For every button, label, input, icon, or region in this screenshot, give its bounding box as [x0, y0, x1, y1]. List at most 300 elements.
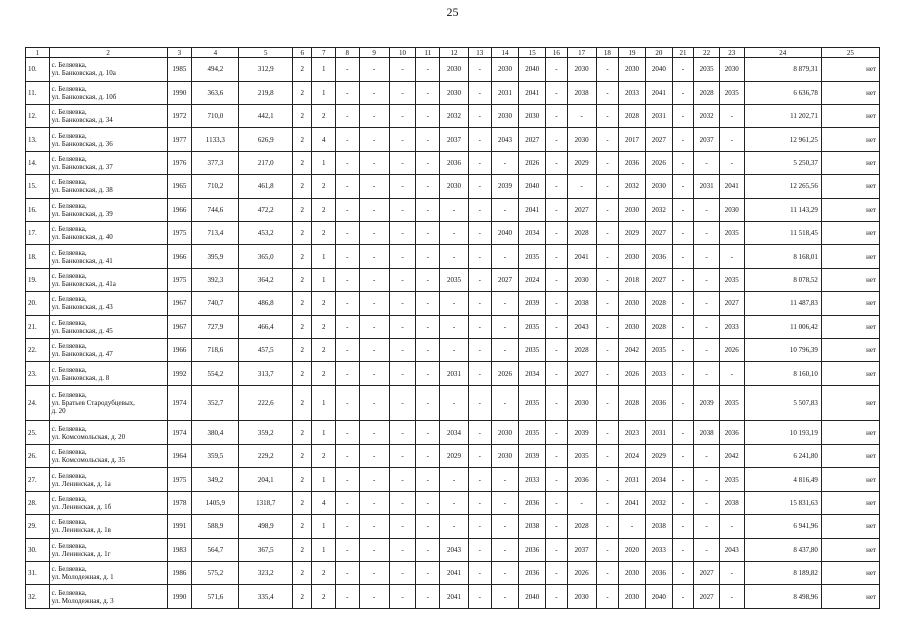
- table-cell: 2028: [645, 292, 672, 315]
- table-cell: 2027: [719, 292, 744, 315]
- table-cell: 2030: [491, 444, 519, 467]
- table-cell: 1967: [167, 315, 192, 338]
- column-header: 5: [239, 48, 293, 58]
- address-line: с. Беляевка,: [51, 318, 87, 327]
- table-cell: -: [546, 268, 567, 291]
- table-cell: 2: [312, 561, 336, 584]
- table-cell: -: [359, 245, 389, 268]
- table-cell: -: [359, 128, 389, 151]
- address-cell: [49, 175, 167, 198]
- table-cell: -: [359, 222, 389, 245]
- table-cell: 377,3: [192, 151, 239, 174]
- table-cell: 710,0: [192, 104, 239, 127]
- table-cell: 2043: [719, 538, 744, 561]
- table-cell: 2030: [619, 198, 646, 221]
- table-cell: 2041: [719, 175, 744, 198]
- table-cell: 364,2: [239, 268, 293, 291]
- table-cell: -: [359, 491, 389, 514]
- table-cell: 11 487,83: [744, 292, 821, 315]
- address-line: с. Беляевка,: [51, 201, 87, 210]
- table-cell: -: [359, 515, 389, 538]
- table-row: [26, 515, 880, 538]
- table-cell: -: [672, 128, 693, 151]
- table-cell: -: [468, 292, 491, 315]
- column-header: 11: [416, 48, 440, 58]
- table-cell: -: [596, 292, 619, 315]
- table-cell: 457,5: [239, 339, 293, 362]
- table-cell: 10 796,39: [744, 339, 821, 362]
- table-cell: 2038: [645, 515, 672, 538]
- table-cell: -: [416, 561, 440, 584]
- table-cell: -: [567, 491, 596, 514]
- table-cell: 2: [293, 104, 312, 127]
- table-cell: 1974: [167, 421, 192, 444]
- table-cell: 2041: [645, 81, 672, 104]
- table-cell: 713,4: [192, 222, 239, 245]
- table-cell: -: [389, 292, 416, 315]
- table-cell: 2037: [567, 538, 596, 561]
- table-cell: 2036: [719, 421, 744, 444]
- table-cell: -: [440, 315, 469, 338]
- table-cell: -: [336, 292, 360, 315]
- table-cell: 2035: [519, 245, 546, 268]
- table-row: [26, 198, 880, 221]
- table-cell: -: [719, 561, 744, 584]
- table-cell: 365,0: [239, 245, 293, 268]
- table-cell: 2036: [519, 538, 546, 561]
- address-cell: [49, 468, 167, 491]
- address-line: с. Беляевка,: [51, 391, 87, 400]
- table-cell: -: [694, 315, 720, 338]
- table-cell: -: [468, 128, 491, 151]
- row-number: 31.: [26, 561, 50, 584]
- capital-repair-table: [25, 47, 880, 609]
- table-cell: 2040: [519, 175, 546, 198]
- table-cell: -: [336, 421, 360, 444]
- table-cell: 2020: [619, 538, 646, 561]
- table-cell: 2036: [567, 468, 596, 491]
- table-cell: 2040: [645, 58, 672, 81]
- table-cell: 1986: [167, 561, 192, 584]
- table-cell: -: [359, 468, 389, 491]
- table-cell: -: [491, 491, 519, 514]
- table-cell: 2040: [519, 58, 546, 81]
- address-cell: [49, 444, 167, 467]
- table-cell: 2043: [440, 538, 469, 561]
- table-cell: 2035: [719, 468, 744, 491]
- table-cell: 359,2: [239, 421, 293, 444]
- table-cell: -: [336, 444, 360, 467]
- table-cell: 367,5: [239, 538, 293, 561]
- table-cell: 2035: [440, 268, 469, 291]
- table-cell: 2035: [645, 339, 672, 362]
- table-cell: -: [619, 515, 646, 538]
- table-cell: -: [416, 151, 440, 174]
- table-row: [26, 268, 880, 291]
- address-line: ул. Банковская, д. 36: [51, 139, 113, 148]
- table-row: [26, 104, 880, 127]
- column-header: 18: [596, 48, 619, 58]
- table-cell: нет: [821, 151, 879, 174]
- table-cell: -: [719, 362, 744, 385]
- table-cell: -: [546, 104, 567, 127]
- table-cell: -: [546, 315, 567, 338]
- address-line: ул. Комсомольская, д. 35: [51, 456, 126, 465]
- table-cell: 2035: [519, 421, 546, 444]
- address-cell: [49, 222, 167, 245]
- table-cell: -: [694, 468, 720, 491]
- table-cell: -: [694, 198, 720, 221]
- table-cell: 2028: [645, 315, 672, 338]
- table-cell: 2030: [440, 58, 469, 81]
- table-cell: -: [672, 468, 693, 491]
- column-header: 20: [645, 48, 672, 58]
- table-cell: 2: [293, 268, 312, 291]
- table-cell: -: [719, 151, 744, 174]
- table-cell: -: [336, 468, 360, 491]
- address-line: с. Беляевка,: [51, 342, 87, 351]
- table-cell: 2032: [440, 104, 469, 127]
- table-cell: нет: [821, 292, 879, 315]
- column-header: 24: [744, 48, 821, 58]
- table-cell: 11 006,42: [744, 315, 821, 338]
- table-cell: 2: [293, 538, 312, 561]
- table-cell: 5 250,37: [744, 151, 821, 174]
- column-header: 22: [694, 48, 720, 58]
- table-cell: 222,6: [239, 385, 293, 421]
- table-cell: 204,1: [239, 468, 293, 491]
- table-cell: 2043: [491, 128, 519, 151]
- table-cell: -: [596, 58, 619, 81]
- table-cell: -: [359, 104, 389, 127]
- table-cell: -: [416, 421, 440, 444]
- column-header: 7: [312, 48, 336, 58]
- table-cell: 2028: [567, 339, 596, 362]
- table-cell: -: [672, 222, 693, 245]
- address-line: с. Беляевка,: [51, 108, 87, 117]
- table-cell: нет: [821, 491, 879, 514]
- address-line: с. Беляевка,: [51, 248, 87, 257]
- table-cell: -: [596, 585, 619, 609]
- table-cell: -: [596, 515, 619, 538]
- table-cell: -: [416, 515, 440, 538]
- table-cell: 2035: [567, 444, 596, 467]
- table-cell: 2: [312, 444, 336, 467]
- table-cell: 2033: [645, 538, 672, 561]
- table-cell: 2: [293, 561, 312, 584]
- table-cell: -: [694, 538, 720, 561]
- table-row: [26, 339, 880, 362]
- address-cell: [49, 362, 167, 385]
- row-number: 26.: [26, 444, 50, 467]
- table-cell: 2036: [440, 151, 469, 174]
- table-cell: -: [468, 339, 491, 362]
- address-line: с. Беляевка,: [51, 471, 87, 480]
- column-header: 1: [26, 48, 50, 58]
- table-cell: 2039: [567, 421, 596, 444]
- column-header: 10: [389, 48, 416, 58]
- table-cell: 472,2: [239, 198, 293, 221]
- table-cell: 313,7: [239, 362, 293, 385]
- table-cell: 2027: [645, 128, 672, 151]
- table-row: [26, 315, 880, 338]
- table-cell: 1983: [167, 538, 192, 561]
- table-cell: 2: [293, 339, 312, 362]
- table-cell: 2: [293, 585, 312, 609]
- table-cell: 312,9: [239, 58, 293, 81]
- table-cell: 1976: [167, 151, 192, 174]
- table-cell: -: [359, 421, 389, 444]
- address-line: ул. Ленинская, д. 1в: [51, 526, 111, 535]
- table-row: [26, 385, 880, 421]
- table-cell: 2033: [719, 315, 744, 338]
- table-cell: -: [546, 421, 567, 444]
- table-cell: 710,2: [192, 175, 239, 198]
- table-cell: 2: [293, 81, 312, 104]
- table-cell: -: [491, 245, 519, 268]
- table-cell: -: [567, 104, 596, 127]
- table-cell: -: [416, 58, 440, 81]
- row-number: 16.: [26, 198, 50, 221]
- table-cell: 1: [312, 268, 336, 291]
- row-number: 18.: [26, 245, 50, 268]
- table-cell: 2: [312, 198, 336, 221]
- table-cell: -: [389, 58, 416, 81]
- table-cell: -: [546, 538, 567, 561]
- table-cell: 2028: [567, 222, 596, 245]
- table-cell: -: [389, 128, 416, 151]
- table-cell: -: [491, 292, 519, 315]
- table-cell: -: [359, 385, 389, 421]
- table-cell: -: [546, 444, 567, 467]
- table-cell: -: [336, 339, 360, 362]
- table-cell: -: [440, 468, 469, 491]
- table-cell: нет: [821, 385, 879, 421]
- table-cell: -: [546, 468, 567, 491]
- table-cell: 2030: [567, 268, 596, 291]
- table-row: [26, 491, 880, 514]
- table-cell: нет: [821, 245, 879, 268]
- table-cell: 2027: [491, 268, 519, 291]
- table-cell: 2034: [645, 468, 672, 491]
- table-cell: 1975: [167, 468, 192, 491]
- table-cell: -: [491, 585, 519, 609]
- table-cell: 2041: [567, 245, 596, 268]
- table-cell: -: [389, 339, 416, 362]
- table-cell: нет: [821, 128, 879, 151]
- table-cell: -: [491, 515, 519, 538]
- table-cell: -: [359, 268, 389, 291]
- table-cell: 2030: [719, 58, 744, 81]
- table-cell: 1972: [167, 104, 192, 127]
- address-line: ул. Ленинская, д. 1г: [51, 549, 111, 558]
- table-cell: 2033: [519, 468, 546, 491]
- address-line: ул. Братьев Стародубцевых,: [51, 399, 135, 408]
- column-header: 13: [468, 48, 491, 58]
- table-cell: 12 961,25: [744, 128, 821, 151]
- table-cell: -: [672, 268, 693, 291]
- address-cell: [49, 315, 167, 338]
- table-cell: 8 437,80: [744, 538, 821, 561]
- table-cell: -: [596, 128, 619, 151]
- table-cell: нет: [821, 339, 879, 362]
- column-header: 9: [359, 48, 389, 58]
- table-cell: -: [694, 268, 720, 291]
- table-cell: -: [596, 468, 619, 491]
- table-row: [26, 468, 880, 491]
- table-cell: -: [359, 315, 389, 338]
- table-cell: -: [336, 561, 360, 584]
- table-cell: -: [546, 198, 567, 221]
- table-cell: -: [389, 385, 416, 421]
- table-cell: -: [336, 315, 360, 338]
- table-cell: 2040: [491, 222, 519, 245]
- column-header: 16: [546, 48, 567, 58]
- table-cell: -: [336, 151, 360, 174]
- table-cell: -: [596, 385, 619, 421]
- table-cell: 2018: [619, 268, 646, 291]
- table-cell: 2: [293, 468, 312, 491]
- table-cell: 2035: [719, 81, 744, 104]
- row-number: 30.: [26, 538, 50, 561]
- table-cell: нет: [821, 315, 879, 338]
- table-cell: 2030: [619, 585, 646, 609]
- table-cell: 2031: [440, 362, 469, 385]
- table-row: [26, 444, 880, 467]
- table-cell: 4: [312, 491, 336, 514]
- table-cell: -: [672, 362, 693, 385]
- table-cell: -: [546, 175, 567, 198]
- row-number: 21.: [26, 315, 50, 338]
- table-cell: 2036: [519, 491, 546, 514]
- address-line: ул. Банковская, д. 10б: [51, 92, 117, 101]
- table-cell: -: [389, 491, 416, 514]
- table-cell: 2026: [519, 151, 546, 174]
- table-cell: 217,0: [239, 151, 293, 174]
- table-cell: 359,5: [192, 444, 239, 467]
- table-cell: -: [416, 175, 440, 198]
- table-cell: -: [672, 292, 693, 315]
- table-cell: 1: [312, 245, 336, 268]
- table-cell: 2: [312, 222, 336, 245]
- row-number: 23.: [26, 362, 50, 385]
- table-cell: 2027: [694, 585, 720, 609]
- table-cell: -: [468, 585, 491, 609]
- table-cell: -: [672, 198, 693, 221]
- table-cell: 219,8: [239, 81, 293, 104]
- address-line: с. Беляевка,: [51, 272, 87, 281]
- table-cell: 2034: [519, 222, 546, 245]
- table-cell: -: [468, 198, 491, 221]
- column-header: 19: [619, 48, 646, 58]
- table-row: [26, 421, 880, 444]
- table-cell: 2: [293, 515, 312, 538]
- table-cell: -: [672, 81, 693, 104]
- table-cell: -: [416, 585, 440, 609]
- table-row: [26, 362, 880, 385]
- table-cell: 2032: [645, 198, 672, 221]
- table-cell: 2: [312, 362, 336, 385]
- table-row: [26, 222, 880, 245]
- table-cell: 2026: [619, 362, 646, 385]
- table-cell: -: [389, 561, 416, 584]
- table-cell: -: [672, 585, 693, 609]
- table-cell: 1990: [167, 81, 192, 104]
- table-cell: 2027: [567, 362, 596, 385]
- row-number: 17.: [26, 222, 50, 245]
- table-cell: -: [468, 315, 491, 338]
- table-cell: 2: [293, 175, 312, 198]
- table-cell: -: [672, 491, 693, 514]
- table-cell: 2: [293, 362, 312, 385]
- table-cell: -: [596, 538, 619, 561]
- row-number: 25.: [26, 421, 50, 444]
- table-cell: 1966: [167, 198, 192, 221]
- table-cell: -: [719, 515, 744, 538]
- table-cell: -: [468, 468, 491, 491]
- address-cell: [49, 339, 167, 362]
- table-cell: 2042: [719, 444, 744, 467]
- address-cell: [49, 385, 167, 421]
- table-cell: 727,9: [192, 315, 239, 338]
- table-cell: 2030: [645, 175, 672, 198]
- table-cell: 2027: [567, 198, 596, 221]
- table-cell: -: [359, 538, 389, 561]
- table-row: [26, 561, 880, 584]
- table-cell: 4 816,49: [744, 468, 821, 491]
- table-cell: -: [336, 175, 360, 198]
- table-cell: 2023: [619, 421, 646, 444]
- table-cell: нет: [821, 198, 879, 221]
- table-cell: -: [336, 104, 360, 127]
- table-cell: 2030: [619, 561, 646, 584]
- table-cell: 2041: [440, 561, 469, 584]
- table-cell: нет: [821, 444, 879, 467]
- address-line: ул. Банковская, д. 45: [51, 326, 113, 335]
- table-cell: -: [336, 81, 360, 104]
- address-line: ул. Банковская, д. 34: [51, 116, 113, 125]
- table-cell: 2032: [694, 104, 720, 127]
- table-cell: -: [672, 421, 693, 444]
- table-cell: 2038: [719, 491, 744, 514]
- column-header: 3: [167, 48, 192, 58]
- row-number: 24.: [26, 385, 50, 421]
- table-cell: -: [672, 444, 693, 467]
- table-cell: 8 498,96: [744, 585, 821, 609]
- table-row: [26, 128, 880, 151]
- address-line: с. Беляевка,: [51, 448, 87, 457]
- address-cell: [49, 198, 167, 221]
- table-cell: 2024: [619, 444, 646, 467]
- table-cell: 2030: [491, 104, 519, 127]
- table-cell: -: [468, 104, 491, 127]
- table-cell: 2: [312, 175, 336, 198]
- address-cell: [49, 421, 167, 444]
- table-cell: 2030: [719, 198, 744, 221]
- table-cell: 6 636,78: [744, 81, 821, 104]
- table-cell: -: [719, 128, 744, 151]
- table-cell: 2036: [619, 151, 646, 174]
- table-cell: -: [719, 585, 744, 609]
- table-cell: 2039: [519, 292, 546, 315]
- table-cell: -: [719, 104, 744, 127]
- table-cell: 2030: [619, 58, 646, 81]
- table-cell: -: [672, 151, 693, 174]
- table-cell: 2035: [719, 385, 744, 421]
- table-cell: 2: [293, 421, 312, 444]
- table-cell: нет: [821, 468, 879, 491]
- table-cell: 2: [293, 198, 312, 221]
